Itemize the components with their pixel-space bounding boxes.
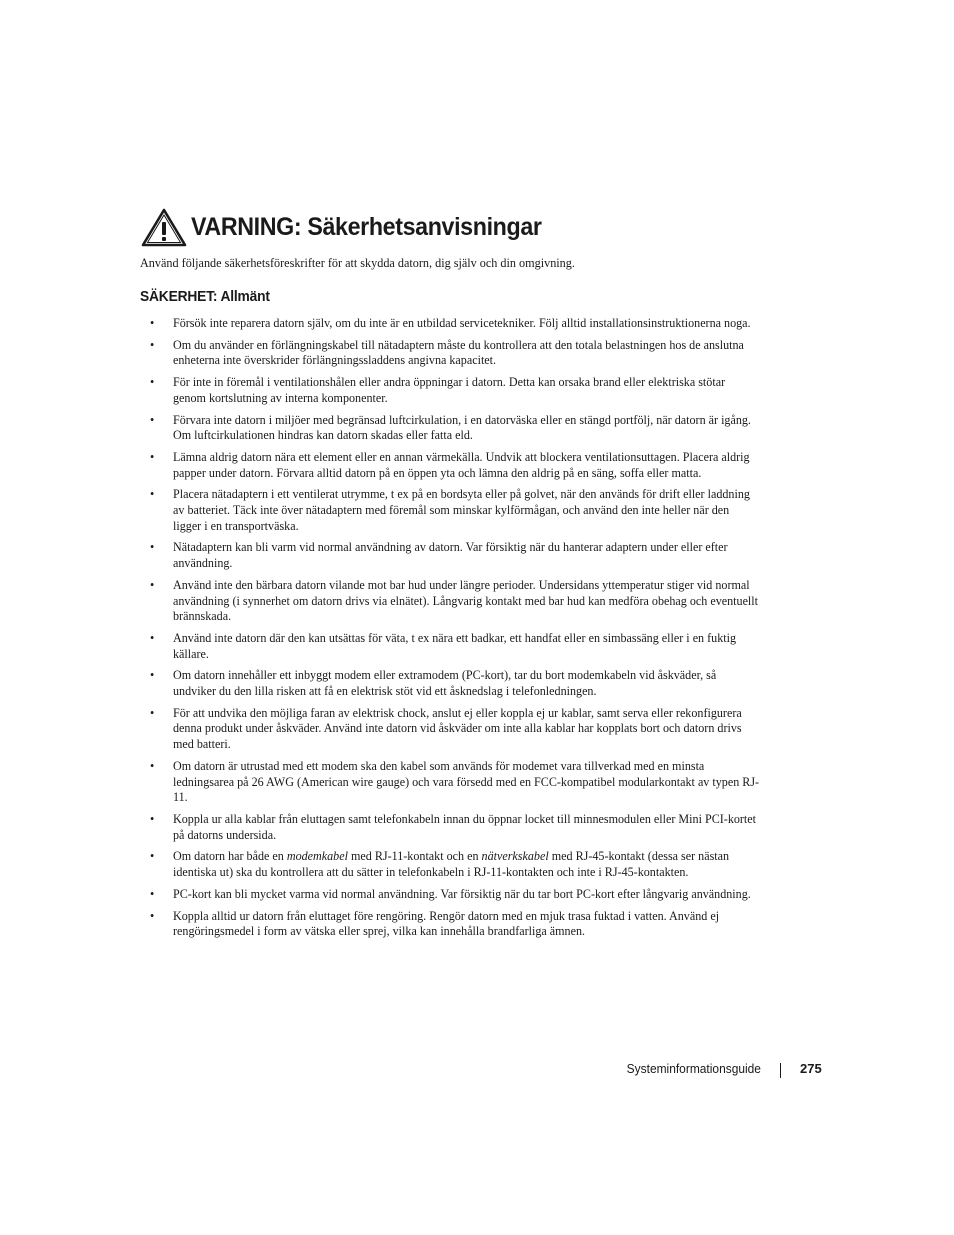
- page-footer: [0, 1061, 954, 1081]
- bullet-icon: •: [150, 758, 155, 773]
- list-item-text: Koppla ur alla kablar från eluttagen samt telefonkabeln innan du öppnar locket till minnesmodulen eller Mini PCI-kortet på datorns undersida.: [173, 811, 757, 842]
- list-item-text: För inte in föremål i ventilationshålen eller andra öppningar i datorn. Detta kan orsaka brand eller elektriska stötar genom kortslutning av interna komponenter.: [173, 375, 726, 405]
- bullet-icon: •: [150, 668, 155, 683]
- bullet-icon: •: [150, 908, 155, 923]
- list-item: [140, 668, 760, 699]
- page-heading: [141, 207, 568, 247]
- list-item-text: Koppla alltid ur datorn från eluttaget före rengöring. Rengör datorn med en mjuk trasa fuktad i vatten. Använd ej rengöringsmedel i form av vätska eller sprej, vilka kan innehålla brandfarliga ämnen.: [173, 908, 720, 939]
- list-item-text: Förvara inte datorn i miljöer med begränsad luftcirkulation, i en datorväska eller en stängd portfölj, när datorn är igång. Om luftcirkulationen hindras kan datorn skadas eller fatta eld.: [173, 412, 751, 443]
- bullet-icon: •: [150, 577, 155, 592]
- list-item-text: Om datorn är utrustad med ett modem ska den kabel som används för modemet vara tillverkad med en minsta ledningsarea på 26 AWG (American wire gauge) och vara försedd med en FCC-kompatibel modularkontakt av typen RJ-11.: [173, 758, 760, 805]
- list-item: [140, 375, 760, 406]
- warning-triangle-icon: [141, 207, 187, 247]
- bullet-icon: •: [150, 316, 155, 330]
- bullet-icon: •: [150, 375, 155, 390]
- list-item: [140, 450, 760, 481]
- list-item-text: Använd inte datorn där den kan utsättas för väta, t ex nära ett badkar, ett handfat eller en simbassäng eller i en fuktig källare.: [173, 630, 737, 661]
- list-item: [140, 812, 760, 843]
- list-item-text: Försök inte reparera datorn själv, om du inte är en utbildad servicetekniker. Följ alltid installationsinstruktionerna noga.: [173, 316, 751, 330]
- safety-list: [140, 316, 760, 946]
- list-item: [140, 909, 760, 940]
- term-modemkabel: modemkabel: [286, 849, 348, 864]
- bullet-icon: •: [150, 412, 155, 427]
- list-item: [140, 487, 760, 534]
- list-item: [140, 631, 760, 662]
- list-item-text: Om du använder en förlängningskabel till nätadaptern måste du kontrollera att den totala belastningen hos de anslutna enheterna inte överskrider förlängningssladdens angivna kapacitet.: [173, 337, 744, 368]
- intro-text: Använd följande säkerhetsföreskrifter för att skydda datorn, dig själv och din omgivning.: [140, 256, 575, 270]
- section-title: SÄKERHET: Allmänt: [140, 288, 270, 305]
- list-item-text: Om datorn innehåller ett inbyggt modem eller extramodem (PC-kort), tar du bort modemkabeln vid åskväder, så undviker du den lilla risken att få en elektrisk stöt vid ett åsknedslag i telefonledningen.: [173, 668, 717, 699]
- bullet-icon: •: [150, 487, 155, 502]
- list-item: [140, 413, 760, 444]
- list-item: [140, 338, 760, 369]
- footer-divider: [780, 1063, 781, 1078]
- list-item-text: För att undvika den möjliga faran av elektrisk chock, anslut ej eller koppla ej ur kablar, samt serva eller rekonfigurera denna produkt under åskväder. Använd inte datorn vid åskväder om inte alla kablar har kopplats bort och datorn drivs med batteri.: [173, 705, 742, 752]
- list-item-text: Nätadaptern kan bli varm vid normal användning av datorn. Var försiktig när du hanterar adaptern under eller efter användning.: [173, 540, 728, 571]
- list-item-text: Använd inte den bärbara datorn vilande mot bar hud under längre perioder. Undersidans yttemperatur stiger vid normal användning (i synnerhet om datorn drivs via elnätet). Långvarig kontakt med bar hud kan medföra obehag och eventuellt brännskada.: [173, 577, 759, 624]
- list-item-text: Placera nätadaptern i ett ventilerat utrymme, t ex på en bordsyta eller på golvet, när den används för drift eller laddning av batteriet. Täck inte över nätadaptern med föremål som minskar kylförmågan, och använd den inte heller när den ligger i en transportväska.: [173, 487, 750, 533]
- guide-name: Systeminformationsguide: [626, 1061, 761, 1076]
- bullet-icon: •: [150, 540, 155, 555]
- list-item-text: Lämna aldrig datorn nära ett element eller en annan värmekälla. Undvik att blockera ventilationsuttagen. Placera aldrig papper under datorn. Förvara alltid datorn på en öppen yta och lämna den aldrig på en säng, soffa eller matta.: [173, 449, 750, 480]
- list-item: [140, 706, 760, 753]
- bullet-icon: •: [150, 849, 155, 864]
- list-item: [140, 540, 760, 571]
- term-natverkskabel: nätverkskabel: [481, 849, 549, 864]
- page-number: 275: [800, 1061, 822, 1076]
- bullet-icon: •: [150, 705, 155, 720]
- list-item: [140, 316, 760, 332]
- bullet-icon: •: [150, 886, 155, 901]
- bullet-icon: •: [150, 449, 155, 464]
- list-item: [140, 578, 760, 625]
- list-item: [140, 887, 760, 903]
- list-item-text: PC-kort kan bli mycket varma vid normal användning. Var försiktig när du tar bort PC-kort efter långvarig användning.: [173, 886, 751, 901]
- list-item: [140, 759, 760, 806]
- list-item-text: Om datorn har både en modemkabel med RJ-11-kontakt och en nätverkskabel med RJ-45-kontakt (dessa ser nästan identiska ut) ska du kontrollera att du sätter in telefonkabeln i RJ-11-kontakten och inte i RJ-45-kontakten.: [173, 849, 730, 880]
- bullet-icon: •: [150, 337, 155, 352]
- page-title: VARNING: Säkerhetsanvisningar: [191, 212, 542, 241]
- list-item: [140, 849, 760, 880]
- bullet-icon: •: [150, 811, 155, 826]
- bullet-icon: •: [150, 630, 155, 645]
